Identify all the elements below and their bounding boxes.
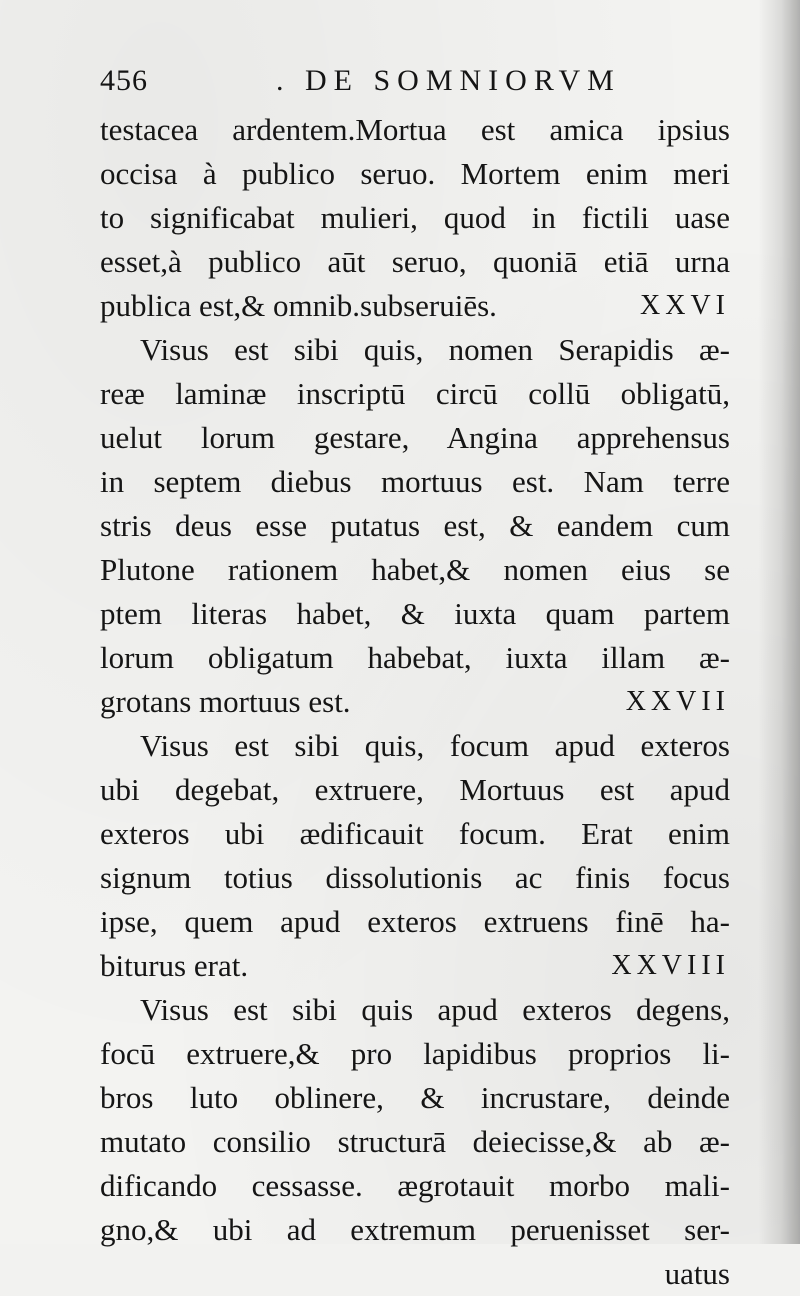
text-line: signum totius dissolutionis ac finis focus [100, 860, 730, 895]
text-block [100, 108, 730, 1296]
text-line: ipse, quem apud exteros extruens finē ha- [100, 904, 730, 939]
text-line: ubi degebat, extruere, Mortuus est apud [100, 772, 730, 807]
text-line [100, 680, 730, 724]
text-line: stris deus esse putatus est, & eandem cum [100, 508, 730, 543]
text-line: dificando cessasse. ægrotauit morbo mali- [100, 1168, 730, 1203]
text-line [100, 284, 730, 328]
line-text: publica est,& omnib.subseruiēs. [100, 288, 497, 323]
text-line: Plutone rationem habet,& nomen eius se [100, 552, 730, 587]
text-line: occisa à publico seruo. Mortem enim meri [100, 156, 730, 191]
text-line: exteros ubi ædificauit focum. Erat enim [100, 816, 730, 851]
text-line: uelut lorum gestare, Angina apprehensus [100, 420, 730, 455]
line-text: grotans mortuus est. [100, 684, 351, 719]
catchword: uatus [664, 1256, 730, 1291]
page-header [100, 60, 740, 106]
running-head: . DE SOMNIORVM [276, 64, 621, 97]
text-line: mutato consilio structurā deiecisse,& ab æ- [100, 1124, 730, 1159]
text-line: bros luto oblinere, & incrustare, deinde [100, 1080, 730, 1115]
page-edge-shadow [758, 0, 800, 1244]
section-numeral: XXVI [640, 290, 730, 321]
text-line: Visus est sibi quis apud exteros degens, [140, 992, 730, 1027]
text-line: Visus est sibi quis, focum apud exteros [140, 728, 730, 763]
section-numeral: XXVII [625, 686, 730, 717]
text-line: focū extruere,& pro lapidibus proprios li- [100, 1036, 730, 1071]
text-line: reæ laminæ inscriptū circū collū obligatū, [100, 376, 730, 411]
text-line: Visus est sibi quis, nomen Serapidis æ- [140, 332, 730, 367]
text-line: lorum obligatum habebat, iuxta illam æ- [100, 640, 730, 675]
text-line: ptem literas habet, & iuxta quam partem [100, 596, 730, 631]
text-line: gno,& ubi ad extremum peruenisset ser- [100, 1212, 730, 1247]
page-number: 456 [100, 64, 148, 97]
text-line: to significabat mulieri, quod in fictili uase [100, 200, 730, 235]
text-line: testacea ardentem.Mortua est amica ipsius [100, 112, 730, 147]
text-line: in septem diebus mortuus est. Nam terre [100, 464, 730, 499]
text-line [100, 944, 730, 988]
section-numeral: XXVIII [611, 950, 730, 981]
line-text: biturus erat. [100, 948, 249, 983]
text-line: esset,à publico aūt seruo, quoniā etiā urna [100, 244, 730, 279]
